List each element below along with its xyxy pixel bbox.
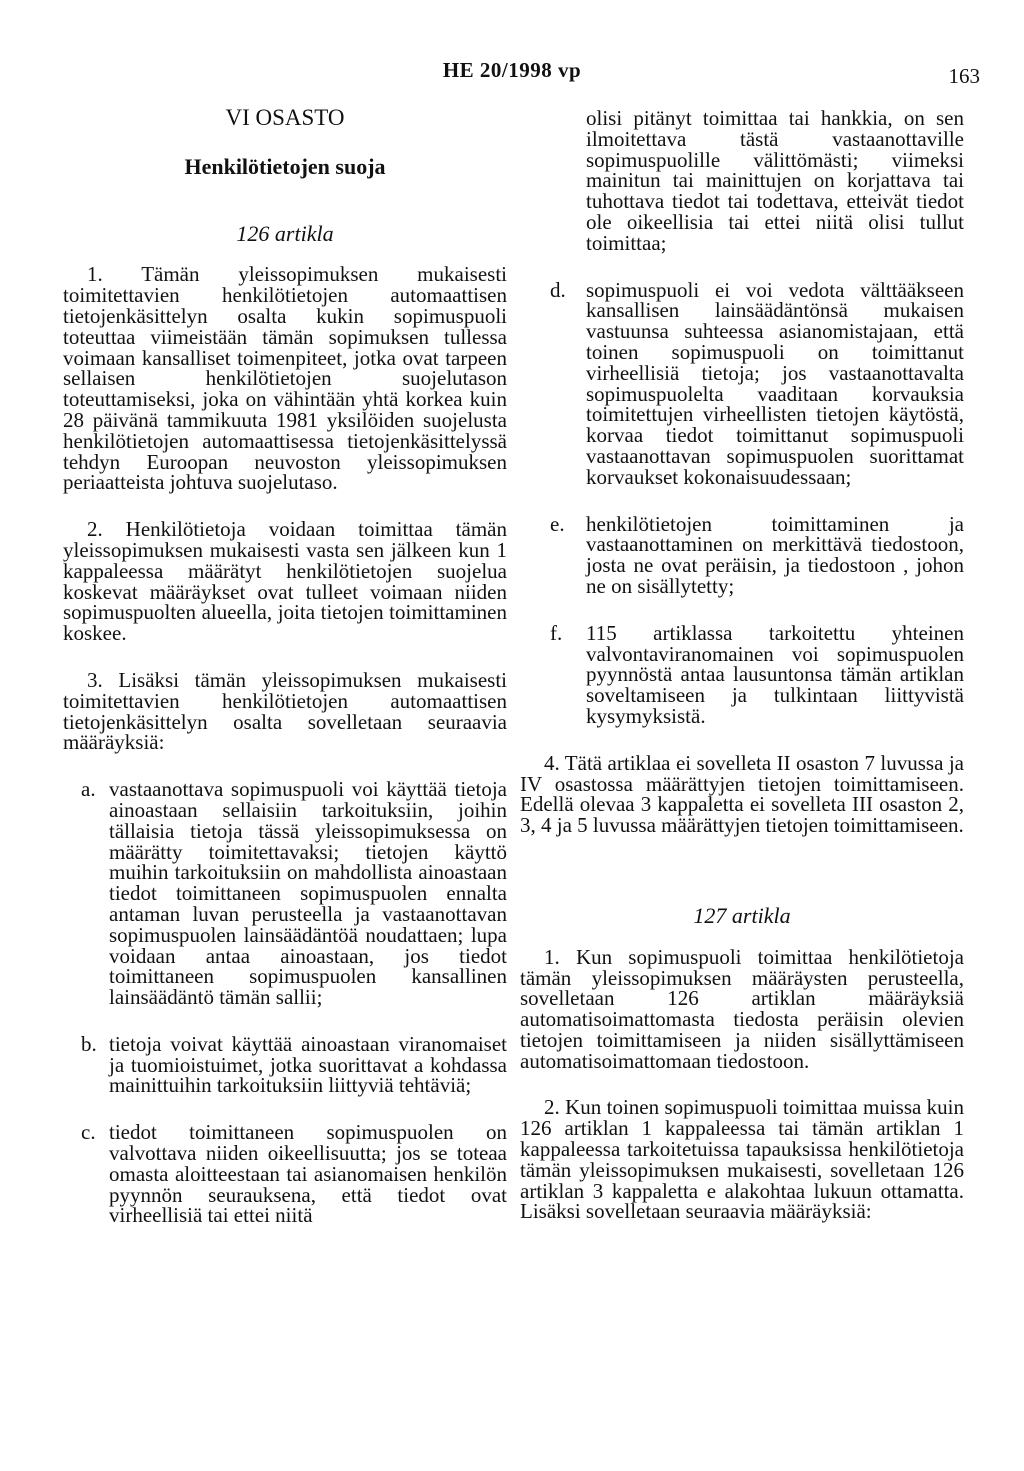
list-item-label: e. [550, 511, 565, 536]
left-column [63, 105, 507, 1228]
chapter-heading: Henkilötietojen suoja [184, 153, 386, 179]
paragraph-126-2: 2. Henkilötietoja voidaan toimittaa tämän yleissopimuksen mukaisesti vasta sen jälkeen kun 1 kappaleessa määrätyt henkilötietojen suojelua koskevat määräykset ovat tulleet voimaan niiden sopimuspuolten alueella, joita tietojen toimittaminen koskee. [63, 517, 507, 646]
list-item-b [63, 1031, 507, 1098]
paragraph-127-2: 2. Kun toinen sopimuspuoli toimittaa muissa kuin 126 artiklan 1 kappaleessa tai tämän artiklan 1 kappaleessa tarkoitetuissa tapauksissa henkilötietoja tämän yleissopimuksen mukaisesti, sovelletaan 126 artiklan 3 kappaletta e alakohtaa lukuun ottamatta. Lisäksi sovelletaan seuraavia määräyksiä: [520, 1095, 964, 1224]
list-item-e [520, 511, 964, 598]
list-item-text: vastaanottava sopimuspuoli voi käyttää tietoja ainoastaan sellaisiin tarkoituksiin, joihin tällaisia tietoja tässä yleissopimuksessa on määrätty toimitettavaksi; tietojen käyttö muihin tarkoituksiin on mahdollista ainoastaan tiedot toimittaneen sopimuspuolen ennalta antaman luvan perusteella ja vastaanottavan sopimuspuolen lainsäädäntöä noudattaen; lupa voidaan antaa ainoastaan, jos tiedot toimittaneen sopimuspuolen kansallinen lainsäädäntö tämän sallii; [109, 777, 507, 1010]
list-item-text: 115 artiklassa tarkoitettu yhteinen valvontaviranomainen voi sopimuspuolen pyynnöstä antaa lausuntonsa tämän artiklan soveltamiseen ja tulkintaan liittyvistä kysymyksistä. [586, 620, 964, 728]
paragraph-126-3: 3. Lisäksi tämän yleissopimuksen mukaisesti toimitettavien henkilötietojen automaattisen tietojenkäsittelyn osalta sovelletaan seuraavia määräyksiä: [63, 667, 507, 755]
list-item-a [63, 779, 507, 1008]
paragraph-126-4: 4. Tätä artiklaa ei sovelleta II osaston 7 luvussa ja IV osastossa määrättyjen tietojen toimittamiseen. Edellä olevaa 3 kappaletta ei sovelleta III osaston 2, 3, 4 ja 5 luvussa määrättyjen tietojen toimittamiseen. [520, 750, 964, 838]
list-item-label: f. [550, 620, 563, 645]
article-heading-127: 127 artikla [693, 902, 791, 928]
document-reference: HE 20/1998 vp [442, 58, 582, 82]
list-item-f [520, 620, 964, 728]
list-item-c-continuation [520, 108, 964, 254]
list-item-label: c. [81, 1120, 96, 1145]
list-item-label: b. [81, 1031, 97, 1056]
section-heading: VI OSASTO [225, 105, 345, 130]
list-item-text: tietoja voivat käyttää ainoastaan viranomaiset ja tuomioistuimet, jotka suorittavat a kohdassa mainittuihin tarkoituksiin liittyviä tehtäviä; [109, 1031, 507, 1098]
right-column [520, 108, 964, 1222]
list-item-text: tiedot toimittaneen sopimuspuolen on valvottava niiden oikeellisuutta; jos se toteaa omasta aloitteestaan tai asianomaisen henkilön pyynnön seurauksena, että tiedot ovat virheellisiä tai ettei niitä [109, 1120, 507, 1228]
article-heading-126: 126 artikla [236, 220, 334, 246]
list-item-c [63, 1122, 507, 1226]
paragraph-127-1: 1. Kun sopimuspuoli toimittaa henkilötietoja tämän yleissopimuksen määräysten perusteella, sovelletaan 126 artiklan määräyksiä automatisoimattomasta tiedosta peräisin olevien tietojen toimittamiseen ja niiden sisällyttämiseen automatisoimattomaan tiedostoon. [520, 944, 964, 1073]
paragraph-126-1: 1. Tämän yleissopimuksen mukaisesti toimitettavien henkilötietojen automaattisen tietojenkäsittelyn osalta kukin sopimuspuoli toteuttaa viimeistään tämän sopimuksen tullessa voimaan kansalliset toimenpiteet, jotka ovat tarpeen sellaisen henkilötietojen suojelutason toteuttamiseksi, joka on vähintään yhtä korkea kuin 28 päivänä tammikuuta 1981 yksilöiden suojelusta henkilötietojen automaattisessa tietojenkäsittelyssä tehdyn Euroopan neuvoston yleissopimuksen periaatteista johtuva suojelutaso. [63, 262, 507, 495]
list-item-label: a. [81, 777, 96, 802]
list-item-text: olisi pitänyt toimittaa tai hankkia, on sen ilmoitettava tästä vastaanottaville sopimuspuolille välittömästi; viimeksi mainitun tai mainittujen on korjattava tai tuhottava tiedot tai todettava, etteivät tiedot ole oikeellisia tai ettei niitä olisi tullut toimittaa; [586, 106, 964, 255]
list-item-d [520, 277, 964, 489]
page-number: 163 [948, 64, 980, 88]
list-item-text: sopimuspuoli ei voi vedota välttääkseen kansallisen lainsäädäntönsä mukaisen vastuunsa suhteessa asianomistajaan, että toinen sopimuspuoli on toimittanut virheellisiä tietoja; jos vastaanottavalta sopimuspuolelta vaaditaan korvauksia toimitettujen virheellisten tietojen käytöstä, korvaa tiedot toimittanut sopimuspuoli vastaanottavan sopimuspuolen suorittamat korvaukset kokonaisuudessaan; [586, 277, 964, 489]
list-item-label: d. [550, 277, 566, 302]
list-item-text: henkilötietojen toimittaminen ja vastaanottaminen on merkittävä tiedostoon, josta ne ovat peräisin, ja tiedostoon , johon ne on sisällytetty; [586, 511, 964, 598]
